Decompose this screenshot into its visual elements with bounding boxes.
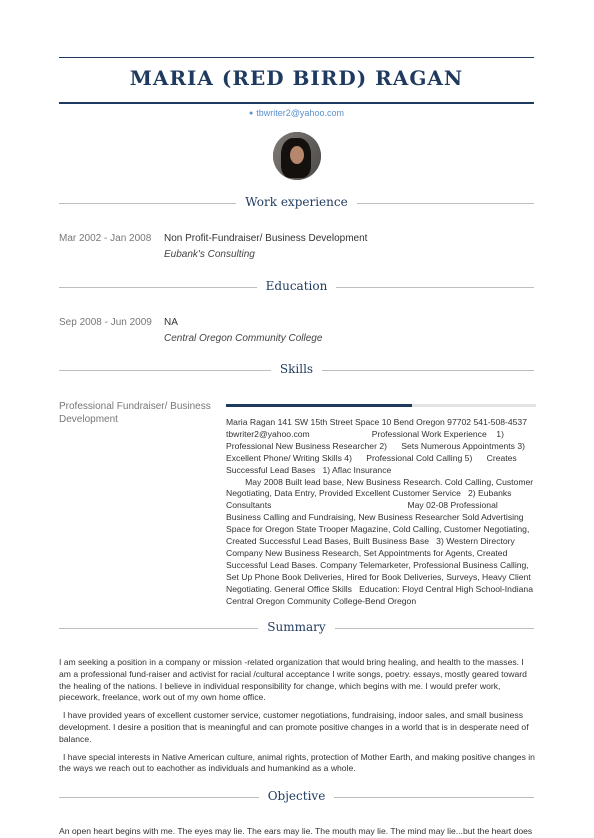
- education-dates: Sep 2008 - Jun 2009: [59, 317, 152, 328]
- work-organization: Eubank's Consulting: [164, 249, 255, 260]
- education-title: NA: [164, 317, 178, 328]
- education-institution: Central Oregon Community College: [164, 333, 323, 344]
- skill-name: Professional Fundraiser/ Business Development: [59, 401, 211, 425]
- skill-level-fill: [226, 404, 412, 407]
- summary-paragraph: I am seeking a position in a company or mission -related organization that would bring healing, and health to the masses. I am a professional fund-raiser and activist for racial /cultural acceptance I write songs, poetry. essays, mostly geared toward the healing of the nations. I believe in individual responsibility for change, which begins with me. I would prefer work, piecework, freelance, work out of my own home office.: [59, 657, 527, 703]
- section-heading-skills: [59, 362, 534, 378]
- section-heading-education: [59, 279, 534, 295]
- section-title-education: Education: [257, 279, 337, 293]
- summary-text: [59, 657, 537, 781]
- work-title: Non Profit-Fundraiser/ Business Development: [164, 233, 368, 244]
- candidate-name: MARIA (RED BIRD) RAGAN: [129, 66, 464, 90]
- section-title-summary: Summary: [258, 620, 334, 634]
- email-icon: ●: [249, 110, 254, 117]
- summary-paragraph: I have special interests in Native American culture, animal rights, protection of Mother Earth, and making positive changes in the ways we reach out to eachother as individuals and humankind as a whole.: [59, 751, 535, 774]
- skill-description: Maria Ragan 141 SW 15th Street Space 10 Bend Oregon 97702 541-508-4537 tbwriter2@yahoo.com Professional Work Experience 1) Professional New Business Researcher 2) Sets Numerous Appointments 3) Excellent Phone/ Writing Skills 4) Professional Cold Calling 5) Creates Successful Lead Bases 1) Aflac Insurance May 2008 Built lead base, New Business Research. Cold Calling, Customer Negotiating, Data Entry, Provided Excellent Customer Service 2) Eubanks Consultants May 02-08 Professional Business Calling and Fundraising, New Business Researcher Sold Advertising Space for Oregon State Trooper Magazine, Cold Calling, Customer Negotiating, Created Successful Lead Bases, Built Business Base 3) Western Directory Company New Business Research, Set Appointments for Agents, Created Successful Lead Bases. Company Telemarketer, Professional Business Calling, Set Up Phone Book Deliveries, Hired for Book Deliveries, Surveys, Heavy Client Negotiating. General Office Skills Education: Floyd Central High School-Indiana Central Oregon Community College-Bend Oregon: [226, 417, 534, 606]
- section-title-work: Work experience: [236, 195, 356, 209]
- avatar: [273, 132, 321, 180]
- top-rule: [59, 57, 534, 58]
- section-title-objective: Objective: [259, 789, 335, 803]
- skill-level-bar: [226, 404, 536, 407]
- email-link[interactable]: tbwriter2@yahoo.com: [256, 108, 344, 118]
- section-title-skills: Skills: [271, 362, 322, 376]
- objective-text: An open heart begins with me. The eyes may lie. The ears may lie. The mouth may lie. The mind may lie...but the heart does: [59, 826, 533, 836]
- contact-line: [59, 108, 534, 118]
- summary-paragraph: I have provided years of excellent customer service, customer negotiations, fundraising, indoor sales, and small business development. I desire a position that is meaningful and can promote positive changes in a world that is in desperate need of balance.: [59, 710, 529, 744]
- work-dates: Mar 2002 - Jan 2008: [59, 233, 152, 244]
- section-heading-objective: [59, 789, 534, 805]
- section-heading-summary: [59, 620, 534, 636]
- section-heading-work: [59, 195, 534, 211]
- name-rule: [59, 102, 534, 104]
